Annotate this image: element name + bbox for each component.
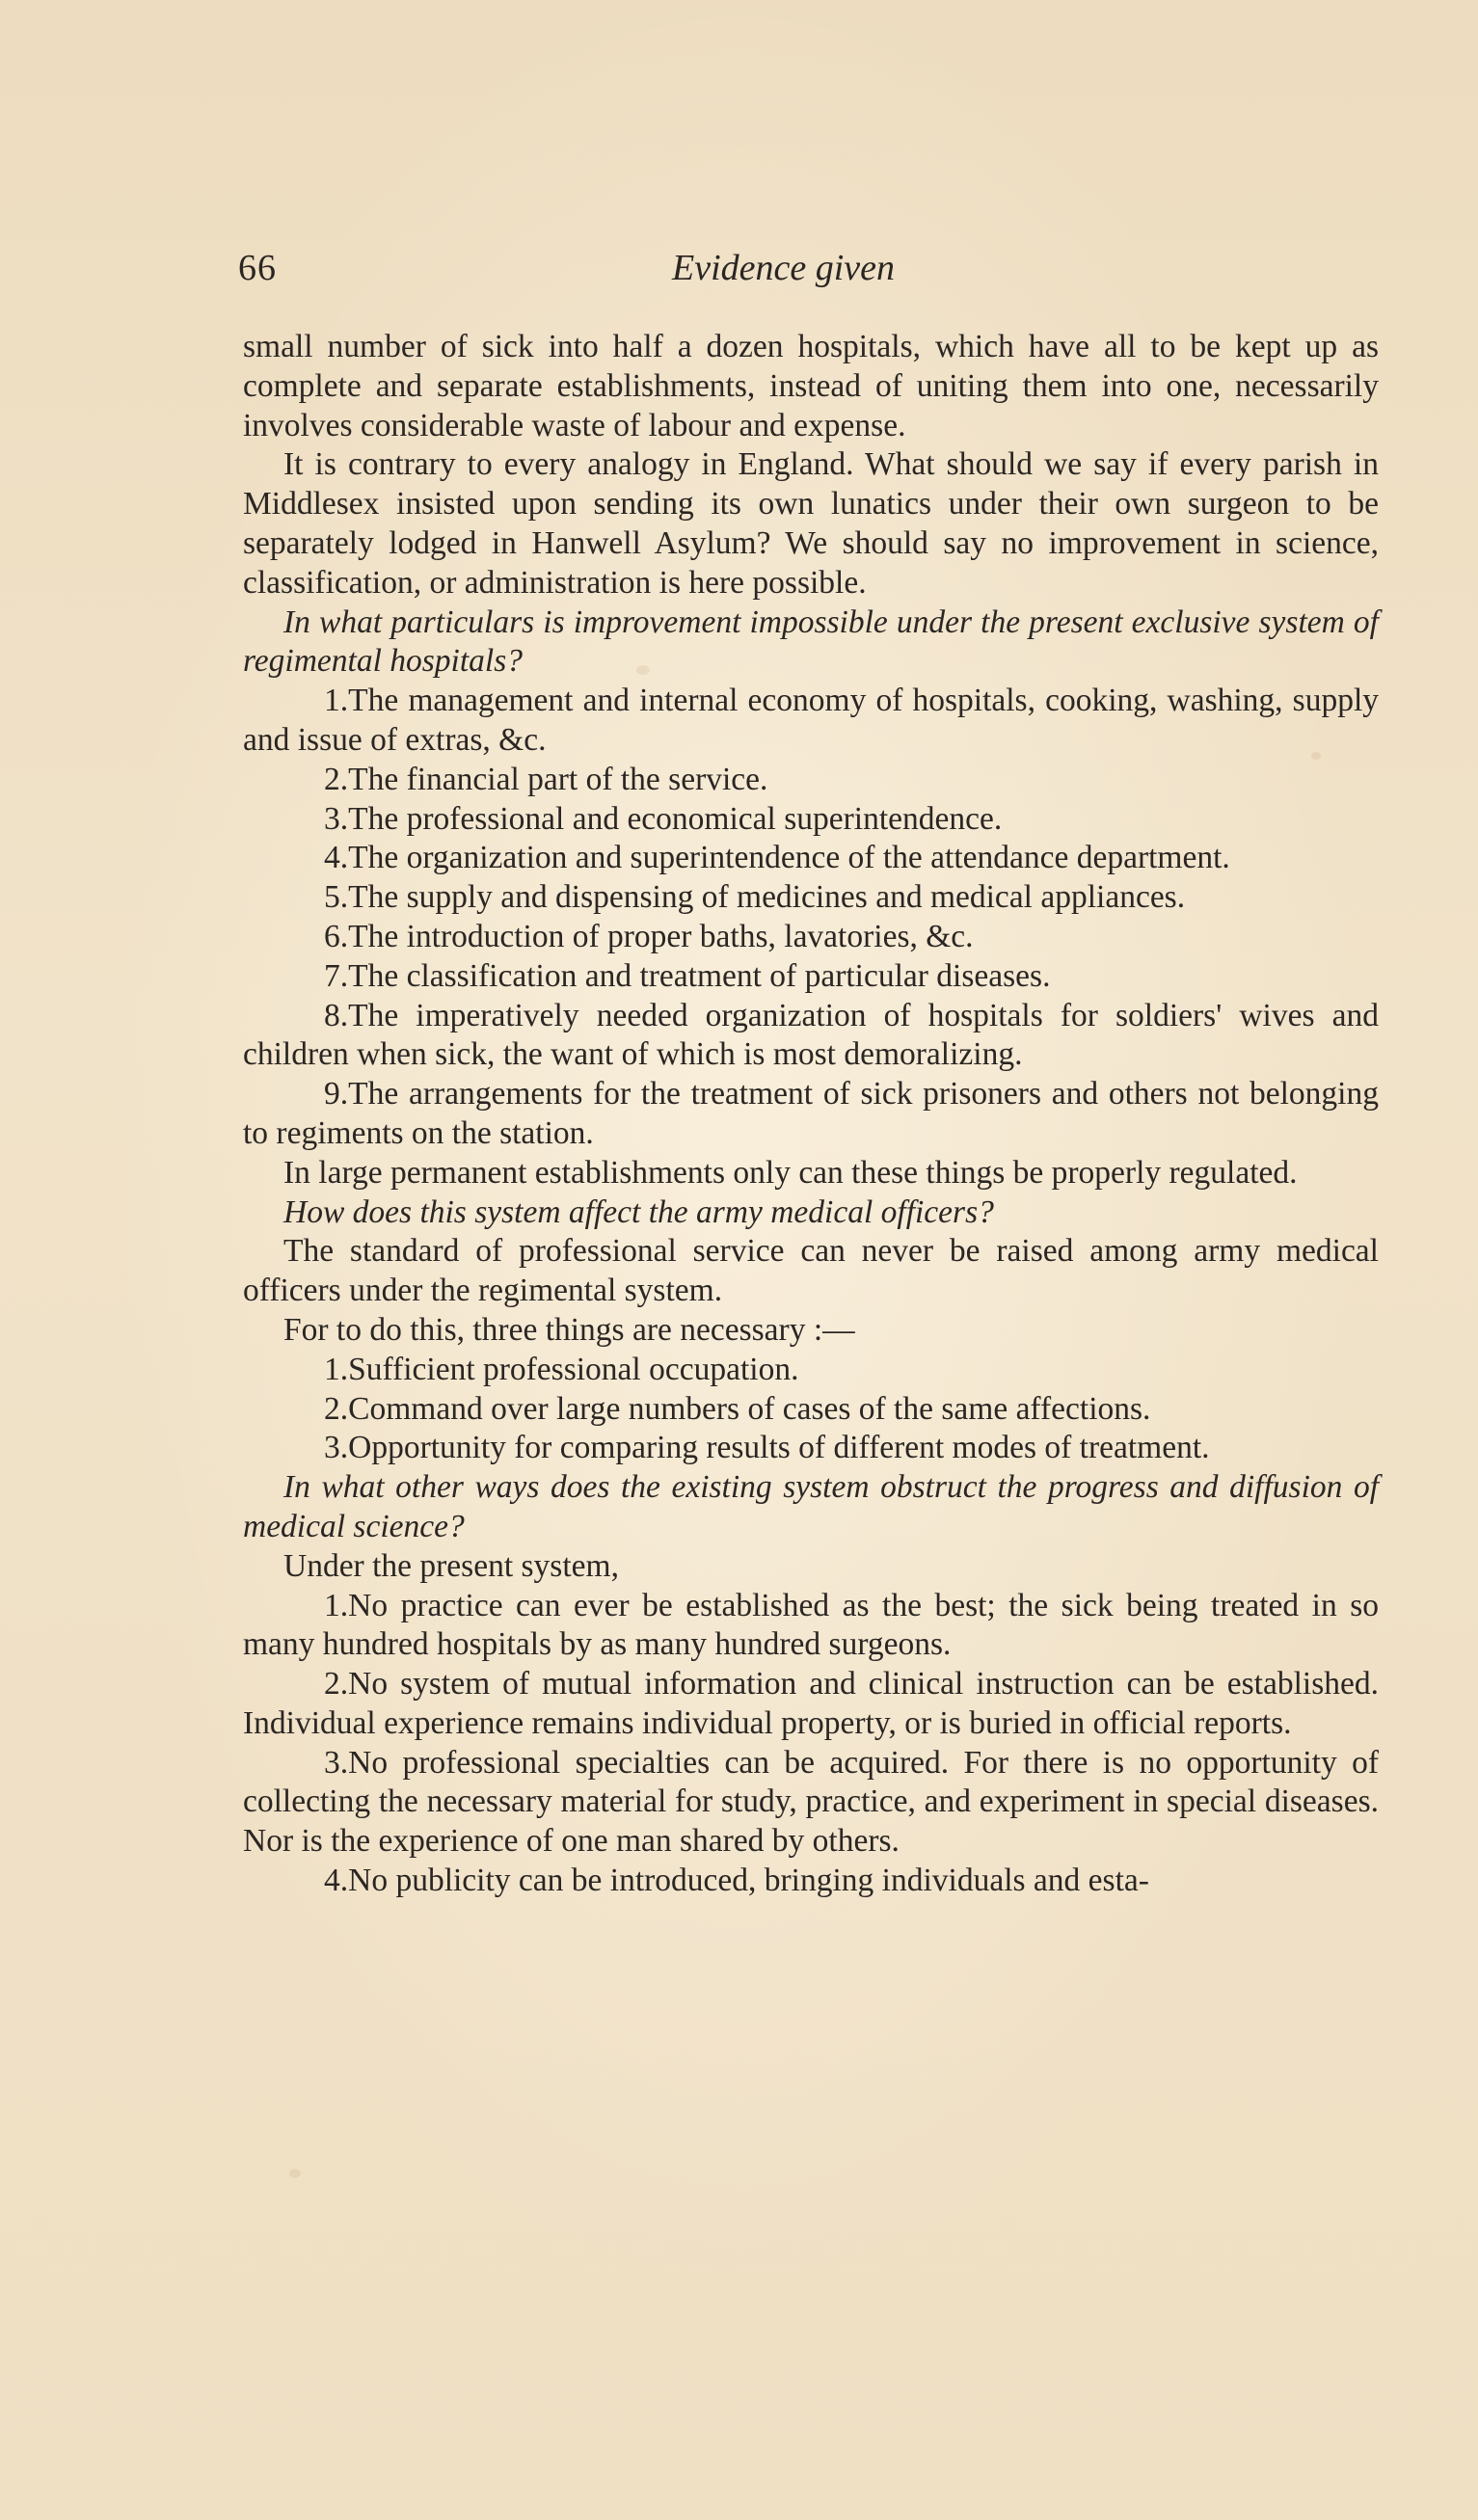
item-text: The arrangements for the treatment of sick prisoners and others not belonging to regiments on the station. bbox=[243, 1076, 1379, 1151]
numbered-item bbox=[243, 1862, 1379, 1901]
item-number: 6. bbox=[324, 918, 349, 954]
item-text: No practice can ever be established as the best; the sick being treated in so many hundred hospitals by as many hundred surgeons. bbox=[243, 1587, 1379, 1663]
item-text: The organization and superintendence of the attendance department. bbox=[348, 840, 1230, 876]
paragraph: In large permanent establishments only can these things be properly regulated. bbox=[283, 1154, 1298, 1191]
paragraph: The standard of professional service can never be raised among army medical officers under the regimental system. bbox=[243, 1233, 1379, 1309]
numbered-item bbox=[243, 1744, 1379, 1862]
numbered-item bbox=[243, 878, 1379, 918]
numbered-item bbox=[243, 1587, 1379, 1666]
item-number: 4. bbox=[324, 840, 349, 876]
numbered-item bbox=[243, 1429, 1379, 1468]
item-number: 1. bbox=[324, 1351, 349, 1387]
item-number: 2. bbox=[324, 1390, 349, 1427]
item-number: 7. bbox=[324, 957, 349, 994]
item-text: No system of mutual information and clinical instruction can be established. Individual experience remains individual property, or is buried in official reports. bbox=[243, 1666, 1379, 1741]
paragraph-continuation: small number of sick into half a dozen hospitals, which have all to be kept up as complete and separate establishments, instead of uniting them into one, necessarily involves considerable waste of labour and expense. bbox=[243, 329, 1379, 443]
paragraph: It is contrary to every analogy in England. What should we say if every parish in Middlesex insisted upon sending its own lunatics under their own surgeon to be separately lodged in Hanwell Asylum? We should say no improvement in science, classification, or administration is here possible. bbox=[243, 446, 1379, 601]
item-number: 1. bbox=[324, 1587, 349, 1623]
question-heading: In what other ways does the existing system obstruct the progress and diffusion of medical science? bbox=[243, 1469, 1379, 1544]
item-text: The classification and treatment of particular diseases. bbox=[348, 957, 1051, 994]
item-text: The imperatively needed organization of hospitals for soldiers' wives and children when sick, the want of which is most demoralizing. bbox=[243, 997, 1379, 1073]
numbered-item bbox=[243, 1665, 1379, 1744]
numbered-item bbox=[243, 682, 1379, 761]
item-text: Command over large numbers of cases of the same affections. bbox=[348, 1390, 1151, 1427]
numbered-item bbox=[243, 1351, 1379, 1390]
paper-spot bbox=[289, 2169, 301, 2178]
body-text bbox=[243, 328, 1379, 1901]
item-text: No publicity can be introduced, bringing individuals and esta- bbox=[348, 1863, 1149, 1899]
item-text: The supply and dispensing of medicines and medical appliances. bbox=[348, 879, 1186, 916]
paragraph: Under the present system, bbox=[283, 1547, 619, 1584]
item-text: No professional specialties can be acquired. For there is no opportunity of collecting the necessary material for study, practice, and experiment in special diseases. Nor is the experience of one man shared by others. bbox=[243, 1744, 1379, 1860]
numbered-item bbox=[243, 918, 1379, 957]
item-number: 8. bbox=[324, 997, 349, 1033]
paragraph: For to do this, three things are necessary :— bbox=[283, 1311, 855, 1348]
item-text: The introduction of proper baths, lavatories, &c. bbox=[348, 918, 974, 954]
item-text: The financial part of the service. bbox=[348, 761, 768, 797]
numbered-item bbox=[243, 839, 1379, 878]
item-number: 2. bbox=[324, 761, 349, 797]
running-head: Evidence given bbox=[672, 248, 896, 288]
question-heading: In what particulars is improvement impossible under the present exclusive system of regimental hospitals? bbox=[243, 603, 1379, 680]
item-text: The professional and economical superintendence. bbox=[348, 800, 1003, 837]
item-text: Sufficient professional occupation. bbox=[348, 1351, 799, 1387]
numbered-item bbox=[243, 800, 1379, 840]
numbered-item bbox=[243, 957, 1379, 997]
item-number: 3. bbox=[324, 1430, 349, 1466]
item-number: 5. bbox=[324, 879, 349, 916]
numbered-item bbox=[243, 1075, 1379, 1154]
page-number: 66 bbox=[238, 248, 277, 288]
item-number: 2. bbox=[324, 1666, 349, 1702]
question-heading: How does this system affect the army medical officers? bbox=[283, 1193, 994, 1230]
numbered-item bbox=[243, 997, 1379, 1076]
item-number: 3. bbox=[324, 800, 349, 837]
item-number: 4. bbox=[324, 1863, 349, 1899]
page-header bbox=[238, 247, 1385, 295]
numbered-item bbox=[243, 761, 1379, 800]
item-number: 1. bbox=[324, 683, 349, 719]
numbered-item bbox=[243, 1390, 1379, 1430]
item-number: 3. bbox=[324, 1744, 349, 1781]
item-number: 9. bbox=[324, 1076, 349, 1113]
item-text: Opportunity for comparing results of different modes of treatment. bbox=[348, 1430, 1210, 1466]
item-text: The management and internal economy of hospitals, cooking, washing, supply and issue of extras, &c. bbox=[243, 683, 1379, 758]
